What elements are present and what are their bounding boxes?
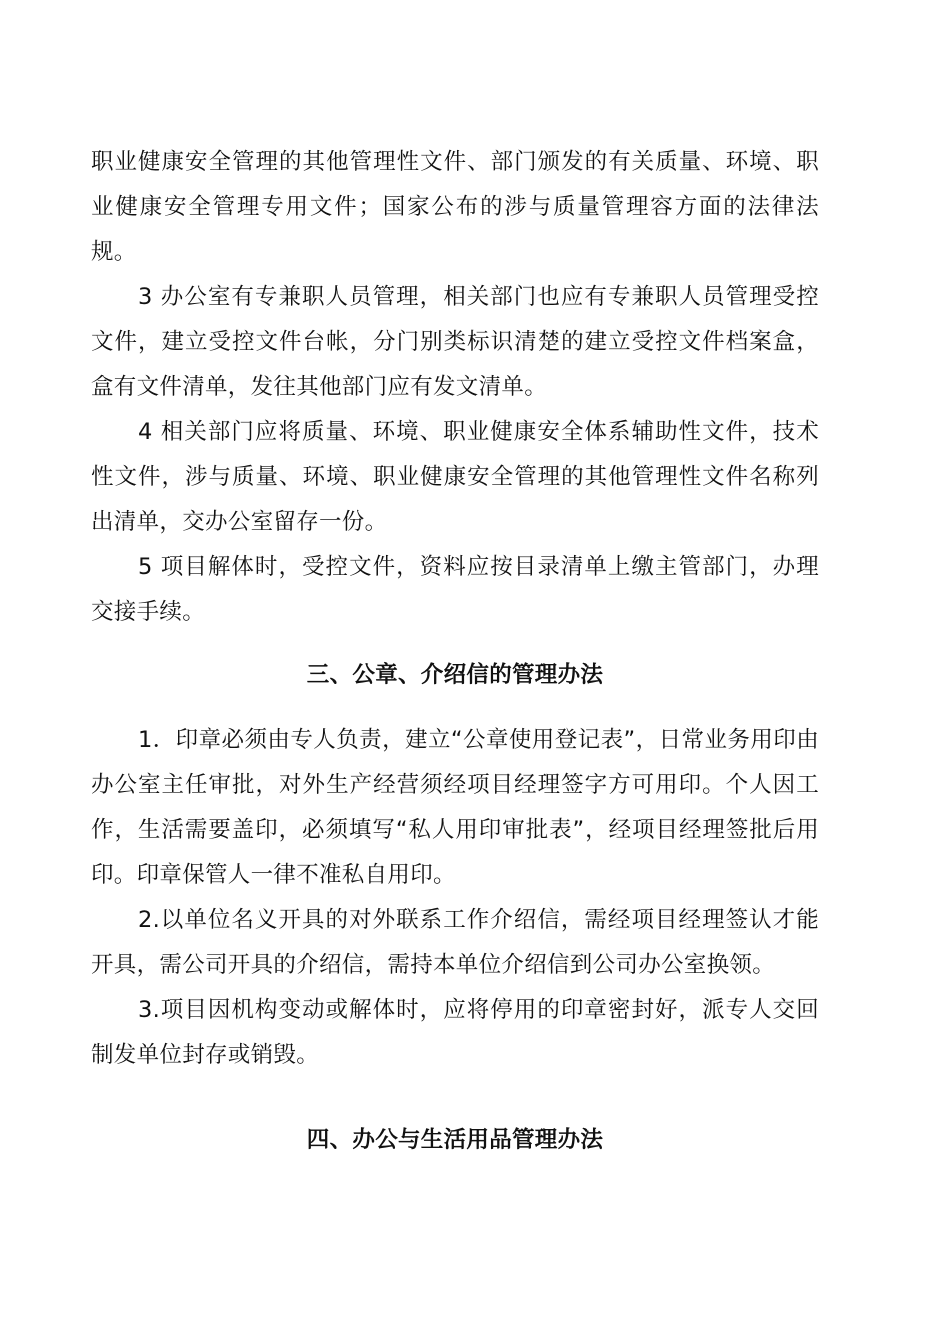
section-heading-office-supplies: 四、办公与生活用品管理办法 — [306, 1127, 604, 1153]
paragraph-seal-rule-3: 3.项目因机构变动或解体时，应将停用的印章密封好，派专人交回制发单位封存或销毁。 — [91, 997, 819, 1068]
paragraph-item-3: 3 办公室有专兼职人员管理，相关部门也应有专兼职人员管理受控文件，建立受控文件台帐，分门别类标识清楚的建立受控文件档案盒，盒有文件清单，发往其他部门应有发文清单。 — [91, 284, 819, 400]
paragraph-seal-rule-1: 1．印章必须由专人负责，建立“公章使用登记表”，日常业务用印由办公室主任审批，对外生产经营须经项目经理签字方可用印。个人因工作，生活需要盖印，必须填写“私人用印审批表”，经项目经理签批后用印。印章保管人一律不准私自用印。 — [91, 727, 819, 888]
paragraph-continuation: 职业健康安全管理的其他管理性文件、部门颁发的有关质量、环境、职业健康安全管理专用文件；国家公布的涉与质量管理容方面的法律法规。 — [91, 149, 819, 265]
section-heading-seals: 三、公章、介绍信的管理办法 — [306, 662, 604, 688]
document-page — [91, 140, 819, 1163]
paragraph-seal-rule-2: 2.以单位名义开具的对外联系工作介绍信，需经项目经理签认才能开具，需公司开具的介绍信，需持本单位介绍信到公司办公室换领。 — [91, 907, 819, 978]
paragraph-item-5: 5 项目解体时，受控文件，资料应按目录清单上缴主管部门，办理交接手续。 — [91, 554, 819, 625]
paragraph-item-4: 4 相关部门应将质量、环境、职业健康安全体系辅助性文件，技术性文件，涉与质量、环境、职业健康安全管理的其他管理性文件名称列出清单，交办公室留存一份。 — [91, 419, 819, 535]
